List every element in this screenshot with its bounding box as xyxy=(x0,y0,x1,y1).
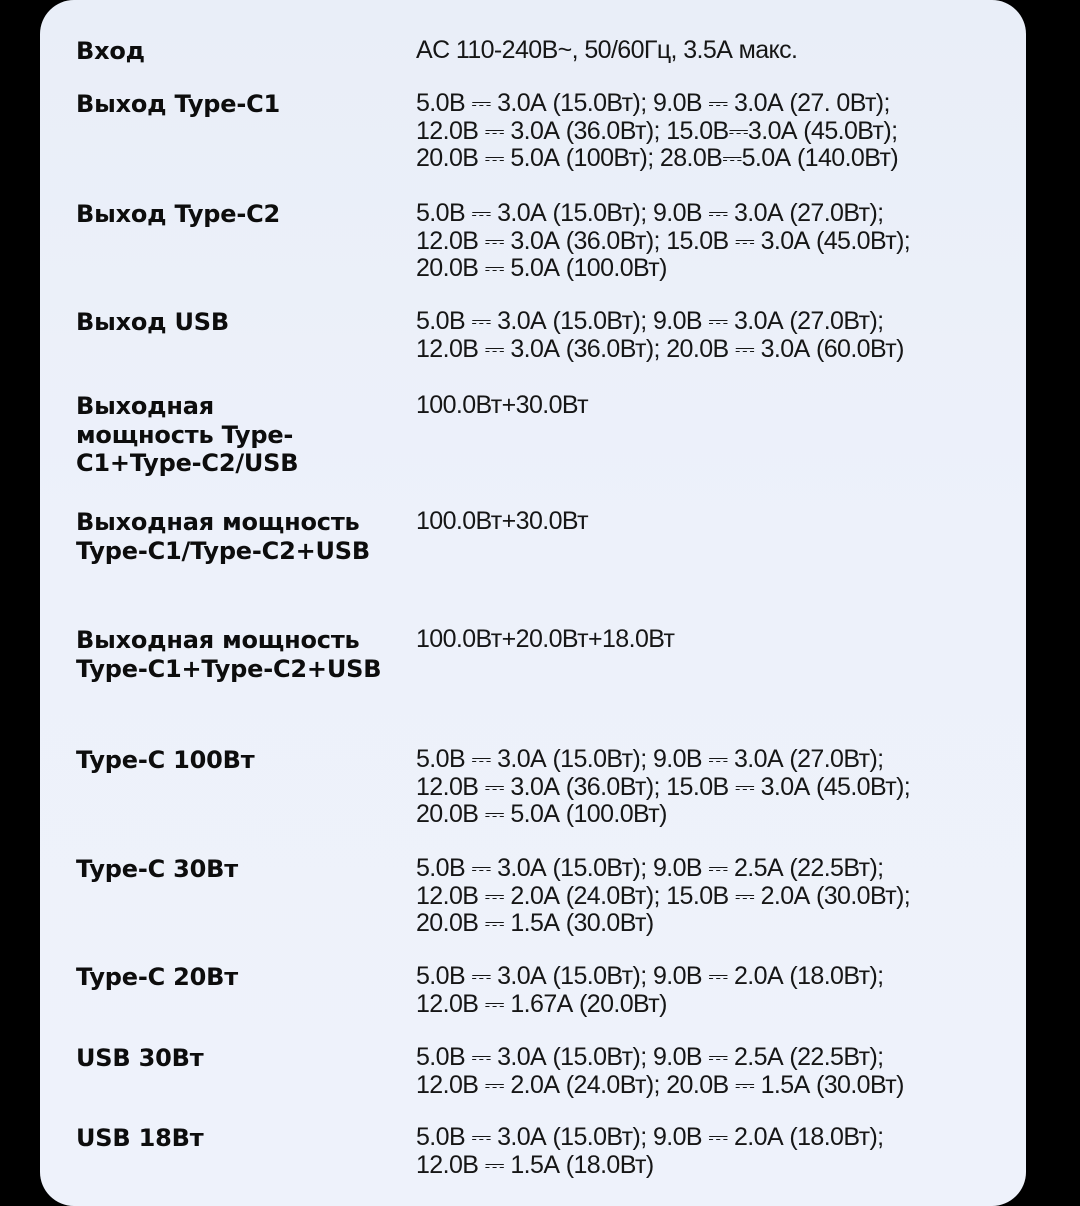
spec-label: Type-C 100Вт xyxy=(76,746,255,774)
spec-value xyxy=(416,1124,1016,1179)
spec-value-line: 12.0В ⎓ 1.5А (18.0Вт) xyxy=(416,1150,654,1179)
spec-label: Выходная мощность Type-C1+Type-C2+USB xyxy=(76,626,382,683)
spec-value-line: 5.0В ⎓ 3.0А (15.0Вт); 9.0В ⎓ 2.5А (22.5Вт); xyxy=(416,1043,884,1071)
spec-label: Выход Type-C1 xyxy=(76,90,281,118)
spec-value xyxy=(416,746,1016,829)
spec-card xyxy=(40,0,1026,1206)
spec-label: USB 18Вт xyxy=(76,1124,204,1152)
spec-value-line: 12.0В ⎓ 2.0А (24.0Вт); 15.0В ⎓ 2.0А (30.0Вт); xyxy=(416,881,911,910)
spec-value-line: 12.0В ⎓ 3.0А (36.0Вт); 15.0В ⎓ 3.0А (45.0Вт); xyxy=(416,226,911,255)
spec-value-line: 20.0В ⎓ 1.5А (30.0Вт) xyxy=(416,909,654,937)
spec-value xyxy=(416,308,1016,363)
spec-value-line: 12.0В ⎓ 1.67А (20.0Вт) xyxy=(416,989,667,1018)
spec-value-line: 5.0В ⎓ 3.0А (15.0Вт); 9.0В ⎓ 3.0А (27.0Вт); xyxy=(416,745,884,773)
spec-label: Выход Type-C2 xyxy=(76,200,281,228)
spec-value-line: 100.0Вт+20.0Вт+18.0Вт xyxy=(416,625,675,653)
spec-value xyxy=(416,508,1016,536)
spec-value xyxy=(416,963,1016,1018)
spec-value-line: 20.0В ⎓ 5.0А (100.0Вт) xyxy=(416,800,667,828)
spec-value-line: 5.0В ⎓ 3.0А (15.0Вт); 9.0В ⎓ 3.0А (27.0Вт); xyxy=(416,199,884,227)
spec-value-line: 20.0В ⎓ 5.0А (100.0Вт) xyxy=(416,254,667,282)
spec-value-line: 5.0В ⎓ 3.0А (15.0Вт); 9.0В ⎓ 2.0А (18.0Вт); xyxy=(416,1123,884,1151)
spec-value xyxy=(416,855,1016,938)
spec-value-line: 12.0В ⎓ 3.0А (36.0Вт); 15.0В ⎓ 3.0А (45.0Вт); xyxy=(416,772,911,801)
spec-value-line: 5.0В ⎓ 3.0А (15.0Вт); 9.0В ⎓ 3.0А (27. 0Вт); xyxy=(416,89,890,117)
spec-value xyxy=(416,200,1016,283)
spec-value-line: AC 110-240В~, 50/60Гц, 3.5А макс. xyxy=(416,36,798,64)
spec-label: Вход xyxy=(76,37,145,65)
spec-value-line: 5.0В ⎓ 3.0А (15.0Вт); 9.0В ⎓ 2.0А (18.0Вт); xyxy=(416,962,884,990)
spec-label: Type-C 20Вт xyxy=(76,963,238,991)
spec-value xyxy=(416,37,1016,65)
spec-value-line: 100.0Вт+30.0Вт xyxy=(416,507,589,535)
spec-label: Type-C 30Вт xyxy=(76,855,238,883)
spec-value xyxy=(416,90,1016,173)
spec-label: Выходная мощность Type-C1+Type-C2/USB xyxy=(76,392,299,477)
spec-value-line: 12.0В ⎓ 3.0А (36.0Вт); 20.0В ⎓ 3.0А (60.0Вт) xyxy=(416,334,904,363)
spec-label: Выход USB xyxy=(76,308,229,336)
spec-value xyxy=(416,626,1016,654)
spec-value-line: 100.0Вт+30.0Вт xyxy=(416,391,589,419)
spec-label: Выходная мощность Type-C1/Type-C2+USB xyxy=(76,508,370,565)
spec-value-line: 5.0В ⎓ 3.0А (15.0Вт); 9.0В ⎓ 3.0А (27.0Вт); xyxy=(416,307,884,335)
spec-value xyxy=(416,392,1016,420)
spec-label: USB 30Вт xyxy=(76,1044,204,1072)
spec-value-line: 12.0В ⎓ 2.0А (24.0Вт); 20.0В ⎓ 1.5А (30.0Вт) xyxy=(416,1070,904,1099)
spec-value-line: 20.0В ⎓ 5.0А (100Вт); 28.0В⎓5.0А (140.0Вт) xyxy=(416,144,899,172)
spec-value-line: 5.0В ⎓ 3.0А (15.0Вт); 9.0В ⎓ 2.5А (22.5Вт); xyxy=(416,854,884,882)
spec-value xyxy=(416,1044,1016,1099)
spec-value-line: 12.0В ⎓ 3.0А (36.0Вт); 15.0В⎓3.0А (45.0Вт); xyxy=(416,116,898,145)
